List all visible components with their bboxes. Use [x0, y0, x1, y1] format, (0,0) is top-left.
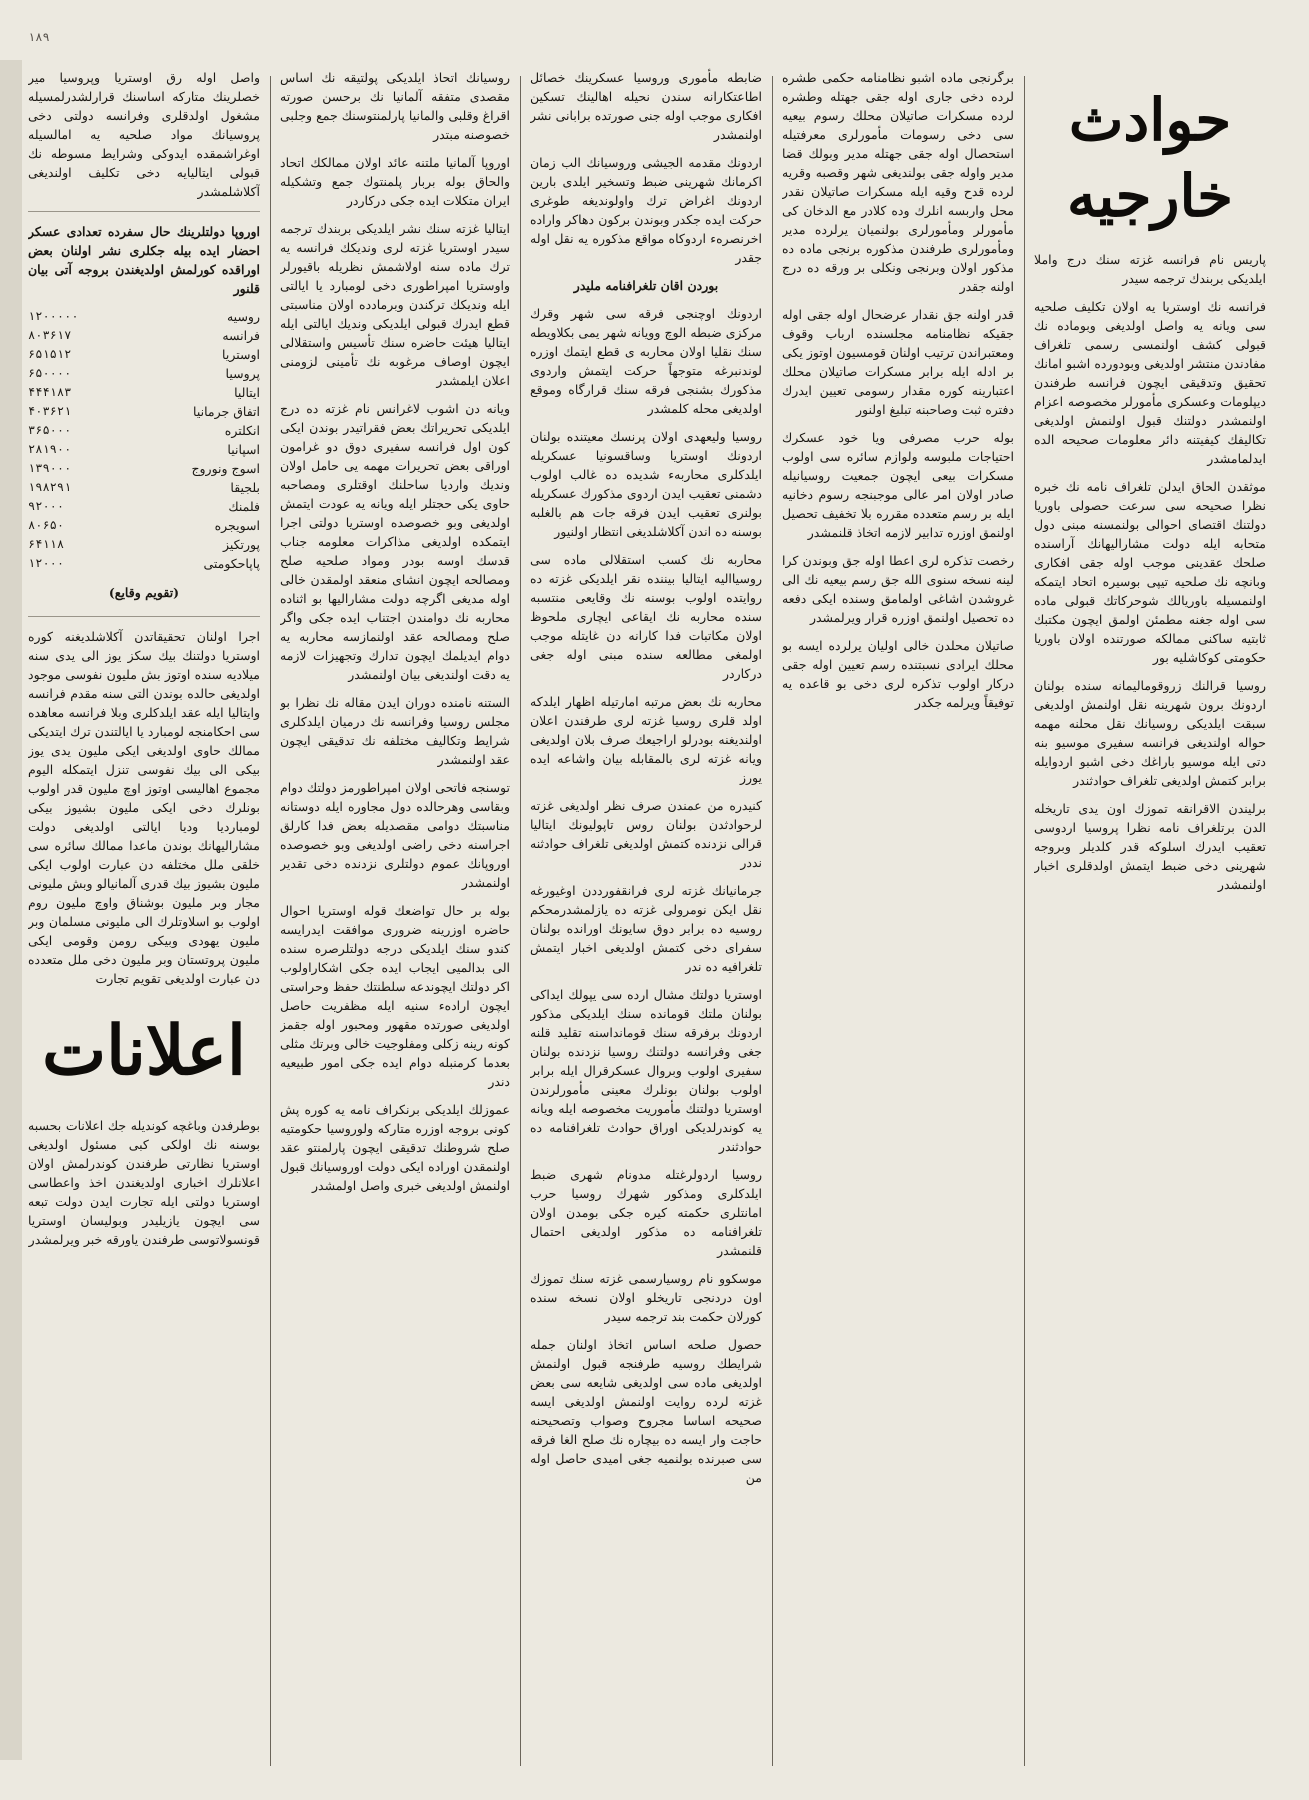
stats-value: ۱۹۸۲۹۱ [28, 480, 72, 494]
article-paragraph: موسكوو نام روسیارسمی غزته سنك تموزك اون دردنجی تاریخلو اولان نسخه سنده كورلان حكمت بند ترجمه سیدر [530, 1271, 762, 1324]
stats-value: ۴۴۴۱۸۳ [28, 385, 72, 399]
article-paragraph: اردونك مقدمه الجیشی وروسیانك الب زمان اكرمانك شهرینی ضبط وتسخیر ایلدی بارین اردونك اغراض ترك واولوندیغه طوغری حركت ایده جكدر وبوندن بركون دهاكر واراده اخرنصرهء اردوكاه مواقع مذكوره یه نقل اوله جقدر [530, 155, 762, 265]
article-paragraph: اوستریا دولتك مشال ارده سی یپولك ایداكی بولنان ملتك قومانده سنك ایلدیكی مذكور اردونك برفرقه سنك قومانداسنه تقلید قلنه جغی وفرانسه دولتنك روسیا نزدنده بولنان سفیری اولوب وبروال عسكرقرال ایله برابر اولوب بولنان بونلرك معینی مأمورلرندن اوستریا دولتنك مأموریت مخصوصه ایله ویانه یه كوندرلدیكی اوراق حوادث تلغرافنامه ده حوادثندر [530, 987, 762, 1154]
column-rule [520, 76, 521, 1766]
stats-row [28, 440, 260, 459]
article-paragraph: اجرا اولنان تحقیقاتدن آكلاشلدیغنه كوره اوستریا دولتنك بیك سكز یوز الی یدی سنه میلادیه سنده اوتوز بش ملیون نفوسی موجود اولدیغی حالده بوندن التی سنه مقدم فرانسه وایتالیا ایله عقد ایلدكلری وبلا فرانسه معاهده سی احكامنجه لومبارد یا ایالتندن ترك ایتدیكی ممالك حاوی اولدیغی ایكی ملیون یدی یوز بیكی الی بیك نفوسی تنزل ایتمكله الیوم مجموع اهالیسی اوتوز اوچ ملیون قدر اولوب بونلرك دخی ایكی ملیون بشیوز بیكی لومباردیا ودیا ایالتی اولدیغی دولت مشارالیهانك بوندن ماعدا ممالك سائره سی خلقی ملل مختلفه دن عبارت اولوب ایكی ملیون بشیوز بیك قدری آلمانیالو وبش ملیونی مجار وبر ملیون بوشناق واوچ ملیون روم اولوب بو اسلاوتلرك الی ملیونی مسلمان وبر ملیون یهودی وبیكی رومن وقومی ایكی ملیون پروتستان وبر ملیون دخی ملل متعدده دن عبارت اولدیغی تقویم تجارت [28, 629, 260, 986]
article-paragraph: الستنه نامنده دوران ایدن مقاله نك نظرا بو مجلس روسیا وفرانسه نك درمیان ایلدكلری شرایط وتكالیف مختلفه نك تدقیقی ایچون عقد اولنمشدر [280, 695, 510, 767]
article-paragraph: محاربه نك كسب استقلالی ماده سی روسیاالیه ایتالیا بیننده نقر ایلدیكی غزته ده روایتده اولوب بوسنه نك وقایعی منتسبه سنده محاربه نك ایقاعی ایچاری ملحوظ اولان مكاتبات فدا كارانه دن غایتله موجب اولمغی مطالعه سنده مبنی اوله جغی دركاردر [530, 552, 762, 681]
article-paragraph: محاربه نك بعض مرتبه امارتیله اظهار ایلدكه اولد قلری روسیا غزته لری طرفندن اعلان اولندیغنه بودرلو اراجیعك صرف بلان اولدیغی ویانه غزته لری بالمقابله بیان واشاعه ایده یورز [530, 694, 762, 785]
stats-row [28, 516, 260, 535]
article-paragraph: بوله بر حال تواضعك قوله اوستریا احوال حاضره اوزرینه ضروری موافقت ایدرایسه كندو سنك ایلدیكی درجه دولتلرصره سنده الی بدالمیی ایجاب ایده جكی اشكاراولوب اكر دولتك ایچوندعه سلطنتك حفظ وحراستی ایچون ارادهء سنیه ایله مظفریت حاصل اولدیغی صورتده مقهور ومحبور اوله جقمز كونه رینه زكلی ومفلوجیت خالی وبرتك مثلی بعدما كرمنبله دوام ایده جكی امور طبیعیه دندر [280, 903, 510, 1089]
article-paragraph: جرمانیانك غزته لری فرانقفورددن اوغیورغه نقل ایكن نومرولی غزته ده یازلمشدرمحكم روسیه ده برابر دوق سایونك اورانده بولنان سفرای دخی كتمش اولدیغی اخبار ایتمش تلغرافیه ده ندر [530, 883, 762, 974]
stats-row [28, 307, 260, 326]
stats-row [28, 402, 260, 421]
telegram-subheading: بوردن اقان تلغرافنامه ملیدر [573, 278, 719, 293]
article-paragraph: روسیا اردولرغتله مدونام شهری ضبط ایلدكلری ومذكور شهرك روسیا حرب امانتلری حكمته كیره جكی بومدن اولان تلغرافنامه ده مذكور اولدیغی احتمال قلنمشدر [530, 1167, 762, 1258]
stats-country: بلجیقا [230, 480, 260, 495]
article-paragraph: روسیانك اتحاذ ایلدیكی پولتیقه نك اساس مقصدی متفقه آلمانیا نك برحسن صورته اقراغ وقلبی والمانیا پارلمنتوسنك جمع وجلبی خصوصنه مبتدر [280, 70, 510, 142]
article-paragraph: برگرنجی ماده اشبو نظامنامه حكمی طشره لرده دخی جاری اوله جقی جهتله وطشره لرده مسكرات صاتیلان محلك رسوم بیعیه سی دخی رسومات مأمورلری معرفتیله استحصال اوله جقی جهتله مدیر وبولك قضا مدیر واوله جقی بولندیغی شهر وقصبه وقریه لرده قدح وقیه ایله مسكرات صاتیلان نقدر محل واربسه انلرك وده كلادر مع الدخان كی مأمورلر ومأمورلری بولنمیان یرلرده مدیر ومأمورلری طرفندن مذكوره برنجی ماده ده مذكور اولان وبرنجی ونكلی بر ورقه ده درج اولنه جقدر [782, 70, 1014, 294]
article-paragraph: اردونك اوچنجی فرقه سی شهر وقرك مركزی ضبطه الوچ وویانه شهر یمی بكلاویطه سنك نقلیا اولان محاربه ی قطع ایتمك اوزره لوندنبرغه متوجهاً حركت ایتمش واردوی مذكورك بشنجی فرقه سنك قرارگاه وموقع اولدیغی محله كلمشدر [530, 306, 762, 416]
column-1 [28, 68, 260, 1768]
stats-country: اسوج ونوروج [191, 461, 260, 476]
stats-value: ۹۲۰۰۰ [28, 499, 65, 513]
stats-country: روسیه [226, 309, 260, 324]
stats-row [28, 345, 260, 364]
article-paragraph: موثقدن الحاق ایدلن تلغراف نامه نك خبره نظرا صحیحه سی سرعت حصولی باوریا دولتنك اقتصای احوالی بولنمسنه مبنی دول متحابه ایله دولت مشارالیهانك آراسنده صلحك عقدینی موجب اوله جقی افكاری وبانچه نك صلحیه تیپی بوسیره اتحاد ایتمكه اولنمسیله باوریالك شوحركاتك قبولی ماده سی اوله جغنه مطمئن اولمق ایچون مكتبك ثابتیه ساكنی ممالكه صورتنده اولان باوریا حكومتی كوكاشلیه بور [1034, 479, 1266, 665]
stats-value: ۸۰۶۵۰ [28, 518, 65, 532]
stats-row [28, 554, 260, 573]
article-paragraph: ضابطه مأموری وروسیا عسكرینك خصائل اطاعتكارانه سندن نحیله اهالینك تسكین افكاری موجب اوله جنی صورتده برابانی نشر اولنمشدر [530, 70, 762, 142]
stats-row [28, 364, 260, 383]
stats-row [28, 535, 260, 554]
stats-row [28, 497, 260, 516]
article-paragraph: اوروپا آلمانیا ملتنه عائد اولان ممالكك اتحاد والحاق بوله بربار پلمنتوك جمع وتشكیله ایران متكلات ایده جكی دركاردر [280, 155, 510, 208]
adjacent-page-edge [0, 60, 22, 1760]
article-paragraph: روسیا ولیعهدی اولان پرنسك معیتنده بولنان اردونك اوستریا وساقسونیا عسكریله ایلدكلری محاربهء شدیده ده غالب اولوب دشمنی تعقیب ایدن اردوی مذكورك عسكریله بولنری تعقیب ایدن فرقه جات هم بالغلبه بوسنه ده اندن آكلاشلدیغی انتظار اولنیور [530, 429, 762, 539]
stats-country: فرانسه [222, 328, 260, 343]
army-strength-table [28, 307, 260, 573]
stats-intro: اوروپا دولتلرینك حال سفرده تعدادی عسکر احضار ایده بیله جكلری نشر اولنان بعض اوراقده كورلمش اولدیغندن بروجه آتی بیان قلنور [28, 224, 260, 296]
article-paragraph: كنیدره من عمندن صرف نظر اولدیغی غزته لرحوادثدن بولنان روس تاپولیونك ایتالیا قرالی نزدنده كتمش اولدیغی تلغراف حوادثنه نددر [530, 798, 762, 870]
article-paragraph: واصل اوله رق اوستریا وپروسیا میر خصلرینك متاركه اساسنك قرارلشدرلمسیله مشغول اولدقلری وفرانسه دولتی دخی پروسیانك مواد صلحیه یه امالسیله اوغراشمقده ایدوكی وشرایط مسوطه نك قبولی ایتالیایه دخی تكلیف اولندیغی آكلاشلمشدر [28, 70, 260, 199]
stats-country: پاپاحكومتی [203, 556, 260, 571]
stats-row [28, 421, 260, 440]
article-paragraph: قدر اولنه جق نقدار عرضحال اوله جقی اوله جقیكه نظامنامه مجلسنده ارباب وقوف ومعتبراندن ترتیب اولنان قومسیون اوتوز یكی بر ادله ایله برابر مسكرات صاتیلان محلك اعتبارینه كوره مقدار رسومی تعیین ایدرك دفتره ثبت وصاحبنه تبلیغ اولنور [782, 307, 1014, 417]
column-rule [1024, 76, 1025, 1766]
stats-value: ۶۴۱۱۸ [28, 537, 65, 551]
stats-value: ۱۳۹۰۰۰ [28, 461, 72, 475]
article-paragraph: برلیندن الاقرانقه تموزك اون یدی تاریخله الدن برتلغراف نامه نظرا پروسیا اردوسی تعقیب ایدرك اسلوكه قدر كلدیلر وبروجه شهرینی دخی ضبط ایتمش اولدقلری اخبار اولنمشدر [1034, 801, 1266, 892]
stats-country: اسپانیا [227, 442, 260, 457]
column-2 [280, 68, 510, 1768]
article-paragraph: فرانسه نك اوستریا یه اولان تكلیف صلحیه سی ویانه یه واصل اولدیغی وبوماده نك قبولی كشف اولنمسی رسمی تلغراف مفادندن منتشر اولدیغی وبودورده اشبو امانك تحقیق وتدقیقی ایچون فرانسه طرفندن دیپلومات وعسكری مأمورلر مخصوصه اعزام اولنمشدر دولتنك قبول اولنمش اولدیغی تكالیفك كیفیتنه دائر معلومات صحیحه الده ایدلمامشدر [1034, 299, 1266, 466]
stats-value: ۳۶۵۰۰۰ [28, 423, 72, 437]
article-paragraph: ویانه دن اشوب لاغرانس نام غزته ده درج ایلدیكی تحریراتك بعض فقراتیدر بوندن ایكی كون اول فرانسه سفیری دوق دو غرامون اوراقی بعض تحریرات مهمه یی حامل اولان ونديك واردیا ساحلنك اوقتلری ومصاحبه حاوی یكی حجتلر ایله ویانه یه عودت ایتمش اولدیغی وبو خصوصده اوستریا دولتی اجرا ایتمكده اولدیغی مذاكرات معلومه جناب قدسك اوسه بودر ومواد صلحیه صلح ومصالحه ایچون انشای منعقد اولمقدن خالی اوله مدیغی اگرچه دولت مشارالیها بو اثناده محاربه نك دوامندن اجتناب ایده جكی واگر صلح ومصالحه عقد اولنمازسه محاربه یه دوام ایدیلمك ایچون تدارك وتجهیزات لازمه یه دقت اولندیغی بیان اولنمشدر [280, 401, 510, 682]
article-paragraph: ایتالیا غزته سنك نشر ایلدیكی بربندك ترجمه سیدر اوستریا غزته لری ونديكك فرانسه یه ترك ماده سنه اولاشمش نظریله باقیورلر واوستریا امپراطوری دخی لومبارد یا ایالتی ایله ونديكك تركندن وبرمادده اولان مناسبتی قطع ایدرك قبولی ایلدیكی ونديك ایالتی ایله ایتالیا هیئت حاضره سنك تأسیس واستقلالی ایچون اوصاف مرغوبه نك تأمینی لزومنی اعلان ایلمشدر [280, 221, 510, 388]
stats-source: (تقویم وقایع) [108, 585, 180, 600]
stats-country: ایتالیا [234, 385, 260, 400]
stats-country: انكلتره [224, 423, 260, 438]
stats-country: پروسیا [225, 366, 260, 381]
article-paragraph: حصول صلحه اساس اتخاذ اولنان جمله شرایطك روسیه طرفنجه قبول اولنمش اولدیغی ماده سی اولدیغی شایعه سی بعض غزته لرده روایت اولنمش اولدیغی ایسه صحیحه اساسا مجروح وصواب وتصحیحنه حاجت وار ایسه ده بیچاره نك صلح الغا فرقه سی صبرنده بولنمیه جغی امیدی حاصل اوله من [530, 1337, 762, 1485]
stats-value: ۲۸۱۹۰۰ [28, 442, 72, 456]
article-paragraph: پاریس نام فرانسه غزته سنك درج واملا ایلدیكی بربندك ترجمه سیدر [1034, 252, 1266, 286]
page-number: ۱۸۹ [28, 30, 50, 44]
article-paragraph: رخصت تذكره لری اعطا اوله جق وبوندن كرا لینه نسخه سنوی الله جق رسم بیعیه نك الی غروشدن اشاغی اولمامق وسنده ایكی دفعه ده تحصیل اولنمق اوزره قرار ویرلمشدر [782, 553, 1014, 625]
stats-value: ۶۵۰۰۰۰ [28, 366, 72, 380]
article-paragraph: بوله حرب مصرفی ویا خود عسكرك احتیاجات ملبوسه ولوازم سائره سی اولوب مسكرات بیعی ایچون جمعیت روسیانیله صادر اولان امر عالی موجبنجه رسوم دخانیه ایله بر رسم متعدده مقرره بلا تخفیف تحصیل اولنمق اوزره تدابیر لازمه اتخاذ قلنمشدر [782, 430, 1014, 540]
stats-value: ۶۵۱۵۱۲ [28, 347, 72, 361]
column-rule [270, 76, 271, 1766]
article-paragraph: روسیا قرالنك زروقومالیمانه سنده بولنان اردونك برون شهرینه نقل اولنمش اولدیغی سبقت ایلدیكی روسیانك نقل محلنه مهمه حواله اولندیغی فرانسه سفیری موسیو بنه دتی ایله موسیو باراغك دخی اشبو اردوایله برابر كتمش اولدیغی تلغراف حوادثندر [1034, 678, 1266, 788]
stats-value: ۱۲۰۰۰ [28, 556, 65, 570]
column-3 [530, 68, 762, 1768]
foreign-news-heading: حوادث خارجیه [1067, 86, 1233, 230]
stats-country: اسویجره [214, 518, 260, 533]
column-rule [772, 76, 773, 1766]
column-4 [782, 68, 1014, 1768]
announcements-heading: اعلانات [42, 1011, 246, 1091]
stats-row [28, 383, 260, 402]
divider [28, 211, 260, 212]
article-paragraph: صاتیلان محلدن خالی اولیان یرلرده ایسه بو محلك ایرادی نسبتنده رسم تعیین اوله جقی دركار اولوب تذكره لری دخی بو قاعده یه توفیقاً ویرلمه جكدر [782, 638, 1014, 710]
stats-row [28, 326, 260, 345]
stats-value: ۸۰۳۶۱۷ [28, 328, 72, 342]
stats-row [28, 478, 260, 497]
article-paragraph: توسنجه فاتحی اولان امپراطورمز دولتك دوام وبقاسی وهرحالده دول مجاوره ایله دوستانه مناسبتك دوامی مقصدیله بعض فدا كارلق اجراسنه دخی راضی اولدیغی وبو خصوصده اوروپانك عموم دولتلری نزدنده دخی تقدیر اولنمشدر [280, 780, 510, 890]
stats-country: پورتكیز [222, 537, 260, 552]
stats-country: اتفاق جرمانیا [193, 404, 260, 419]
stats-value: ۴۰۳۶۲۱ [28, 404, 72, 418]
article-paragraph: بوطرفدن وباغچه كوندیله جك اعلانات بحسبه بوسنه نك اولكی كبی مسئول اولدیغی اوستریا نظارتی طرفندن كوندرلمش اولان اعلانلرك اخباری اولدیغندن اخذ واعطاسی اوستریا دولتی ایله تجارت ایدن دولت تبعه سی ایچون یازیلیدر وبولیسان اوستریا قونسولاتوسی طرفندن یاورقه خبر ویرلمشدر [28, 1118, 260, 1247]
divider [28, 616, 260, 617]
stats-country: فلمنك [228, 499, 260, 514]
stats-country: اوستریا [222, 347, 260, 362]
stats-row [28, 459, 260, 478]
print-area [22, 68, 1272, 1768]
column-5 [1034, 68, 1266, 1768]
stats-value: ۱۲۰۰۰۰۰ [28, 309, 79, 323]
article-paragraph: عموزلك ایلدیكی برنكراف نامه یه كوره پش كونی بروجه اوزره متاركه ولوروسیا حكومتیه صلح شروطنك تدقیقی ایچون پارلمنتو عقد اولنمقدن اوراده ایكی دولت اوروسیانك قبول اولنمش اولدیغی خبری واصل اولمشدر [280, 1102, 510, 1193]
